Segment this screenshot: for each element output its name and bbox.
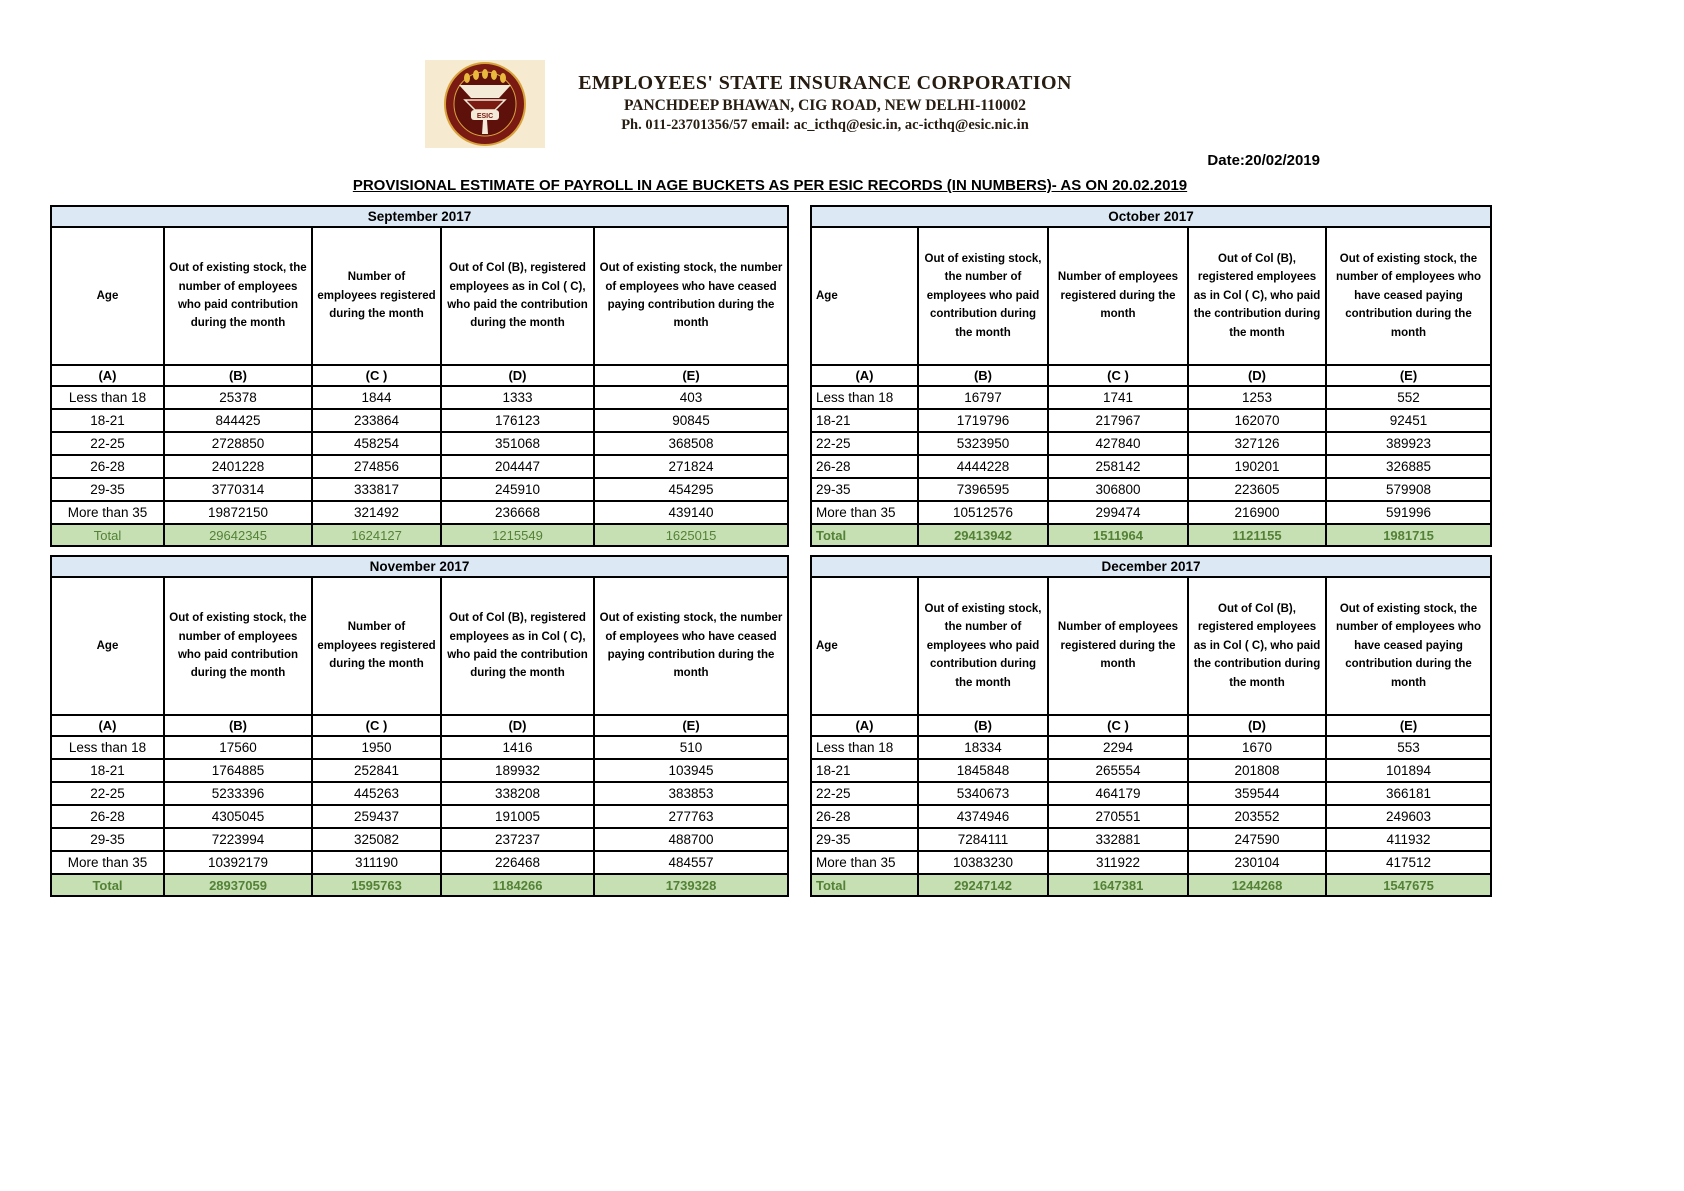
table-cell: Age bbox=[811, 227, 918, 365]
table-cell: 18334 bbox=[918, 736, 1048, 759]
table-cell: 16797 bbox=[918, 386, 1048, 409]
table-cell: 259437 bbox=[312, 805, 441, 828]
table-cell: 4374946 bbox=[918, 805, 1048, 828]
table-cell: 29-35 bbox=[51, 478, 164, 501]
total-row bbox=[51, 874, 788, 896]
column-header-row bbox=[51, 577, 788, 715]
table-cell: 237237 bbox=[441, 828, 594, 851]
table-cell: 265554 bbox=[1048, 759, 1188, 782]
column-header-row bbox=[51, 227, 788, 365]
table-cell: 1950 bbox=[312, 736, 441, 759]
table-cell: Out of existing stock, the number of employees who paid contribution during the month bbox=[918, 577, 1048, 715]
table-cell: (A) bbox=[811, 715, 918, 736]
table-row bbox=[811, 386, 1491, 409]
table-row bbox=[811, 828, 1491, 851]
table-cell: (A) bbox=[811, 365, 918, 386]
table-cell: 245910 bbox=[441, 478, 594, 501]
table-row bbox=[811, 501, 1491, 524]
table-row bbox=[51, 432, 788, 455]
table-cell: 277763 bbox=[594, 805, 788, 828]
table-cell: 7284111 bbox=[918, 828, 1048, 851]
table-cell: 1215549 bbox=[441, 524, 594, 546]
month-header: November 2017 bbox=[51, 556, 788, 577]
table-cell: 464179 bbox=[1048, 782, 1188, 805]
table-cell: (D) bbox=[441, 365, 594, 386]
table-cell: 359544 bbox=[1188, 782, 1326, 805]
table-cell: 191005 bbox=[441, 805, 594, 828]
table-row bbox=[811, 805, 1491, 828]
table-cell: 26-28 bbox=[51, 455, 164, 478]
table-cell: 26-28 bbox=[811, 805, 918, 828]
table-cell: 427840 bbox=[1048, 432, 1188, 455]
page-title: PROVISIONAL ESTIMATE OF PAYROLL IN AGE BUCKETS AS PER ESIC RECORDS (IN NUMBERS)- AS ON 20.02.2019 bbox=[352, 177, 1188, 194]
table-cell: 579908 bbox=[1326, 478, 1491, 501]
table-cell: Out of Col (B), registered employees as in Col ( C), who paid the contribution during the month bbox=[1188, 227, 1326, 365]
table-cell: Age bbox=[51, 577, 164, 715]
table-cell: 103945 bbox=[594, 759, 788, 782]
table-cell: (E) bbox=[594, 365, 788, 386]
table-cell: 274856 bbox=[312, 455, 441, 478]
table-cell: 1624127 bbox=[312, 524, 441, 546]
table-cell: Number of employees registered during the month bbox=[312, 227, 441, 365]
table-cell: 5233396 bbox=[164, 782, 312, 805]
table-row bbox=[51, 455, 788, 478]
table-cell: Number of employees registered during the month bbox=[1048, 577, 1188, 715]
table-cell: (C ) bbox=[312, 715, 441, 736]
org-address: PANCHDEEP BHAWAN, CIG ROAD, NEW DELHI-110002 bbox=[623, 97, 1027, 114]
table-cell: (B) bbox=[918, 365, 1048, 386]
table-cell: 3770314 bbox=[164, 478, 312, 501]
table-cell: 1547675 bbox=[1326, 874, 1491, 896]
table-cell: 1741 bbox=[1048, 386, 1188, 409]
table-cell: 236668 bbox=[441, 501, 594, 524]
table-cell: 1416 bbox=[441, 736, 594, 759]
table-cell: (B) bbox=[164, 365, 312, 386]
table-cell: (D) bbox=[1188, 715, 1326, 736]
table-row bbox=[51, 759, 788, 782]
table-cell: 1625015 bbox=[594, 524, 788, 546]
month-header-row bbox=[811, 556, 1491, 577]
table-cell: 1845848 bbox=[918, 759, 1048, 782]
table-cell: Total bbox=[51, 524, 164, 546]
table-row bbox=[811, 455, 1491, 478]
table-cell: (C ) bbox=[312, 365, 441, 386]
table-cell: 226468 bbox=[441, 851, 594, 874]
table-cell: Less than 18 bbox=[811, 386, 918, 409]
table-cell: 249603 bbox=[1326, 805, 1491, 828]
table-cell: Out of Col (B), registered employees as in Col ( C), who paid the contribution during the month bbox=[441, 577, 594, 715]
table-cell: 189932 bbox=[441, 759, 594, 782]
column-header-row bbox=[811, 227, 1491, 365]
total-row bbox=[811, 524, 1491, 546]
table-cell: Out of Col (B), registered employees as in Col ( C), who paid the contribution during the month bbox=[1188, 577, 1326, 715]
table-cell: 7223994 bbox=[164, 828, 312, 851]
column-letters-row bbox=[51, 715, 788, 736]
table-row bbox=[811, 759, 1491, 782]
table-cell: (C ) bbox=[1048, 365, 1188, 386]
table-cell: Out of existing stock, the number of employees who paid contribution during the month bbox=[918, 227, 1048, 365]
table-row bbox=[811, 432, 1491, 455]
table-cell: 1981715 bbox=[1326, 524, 1491, 546]
table-cell: Total bbox=[51, 874, 164, 896]
table-cell: 247590 bbox=[1188, 828, 1326, 851]
table-cell: 484557 bbox=[594, 851, 788, 874]
table-cell: 1511964 bbox=[1048, 524, 1188, 546]
table-december-2017 bbox=[810, 555, 1492, 897]
table-cell: 217967 bbox=[1048, 409, 1188, 432]
table-cell: Out of existing stock, the number of employees who have ceased paying contribution during the month bbox=[1326, 227, 1491, 365]
table-row bbox=[811, 736, 1491, 759]
table-cell: (E) bbox=[594, 715, 788, 736]
org-name: EMPLOYEES' STATE INSURANCE CORPORATION bbox=[578, 72, 1072, 94]
table-row bbox=[51, 736, 788, 759]
table-cell: 201808 bbox=[1188, 759, 1326, 782]
table-cell: 22-25 bbox=[811, 782, 918, 805]
table-cell: 333817 bbox=[312, 478, 441, 501]
table-cell: 458254 bbox=[312, 432, 441, 455]
table-cell: 553 bbox=[1326, 736, 1491, 759]
table-cell: 454295 bbox=[594, 478, 788, 501]
table-cell: (A) bbox=[51, 715, 164, 736]
table-cell: 383853 bbox=[594, 782, 788, 805]
table-cell: 252841 bbox=[312, 759, 441, 782]
table-cell: Out of existing stock, the number of employees who have ceased paying contribution during the month bbox=[1326, 577, 1491, 715]
table-cell: 1739328 bbox=[594, 874, 788, 896]
table-cell: 1244268 bbox=[1188, 874, 1326, 896]
table-cell: 26-28 bbox=[51, 805, 164, 828]
table-cell: 29-35 bbox=[811, 828, 918, 851]
table-row bbox=[51, 805, 788, 828]
table-cell: 1670 bbox=[1188, 736, 1326, 759]
table-cell: Out of existing stock, the number of employees who have ceased paying contribution during the month bbox=[594, 577, 788, 715]
table-cell: 1333 bbox=[441, 386, 594, 409]
table-cell: 18-21 bbox=[51, 759, 164, 782]
table-cell: 332881 bbox=[1048, 828, 1188, 851]
table-cell: 190201 bbox=[1188, 455, 1326, 478]
table-cell: 368508 bbox=[594, 432, 788, 455]
table-row bbox=[51, 501, 788, 524]
table-november-2017 bbox=[50, 555, 789, 897]
table-cell: 510 bbox=[594, 736, 788, 759]
month-header: October 2017 bbox=[811, 206, 1491, 227]
table-cell: Age bbox=[51, 227, 164, 365]
month-header-row bbox=[51, 556, 788, 577]
table-cell: Less than 18 bbox=[811, 736, 918, 759]
table-cell: (B) bbox=[164, 715, 312, 736]
table-cell: (A) bbox=[51, 365, 164, 386]
table-cell: More than 35 bbox=[51, 851, 164, 874]
table-cell: Out of existing stock, the number of employees who paid contribution during the month bbox=[164, 577, 312, 715]
table-cell: Number of employees registered during the month bbox=[312, 577, 441, 715]
month-header: December 2017 bbox=[811, 556, 1491, 577]
table-cell: Out of Col (B), registered employees as in Col ( C), who paid the contribution during the month bbox=[441, 227, 594, 365]
table-cell: 22-25 bbox=[811, 432, 918, 455]
table-cell: 258142 bbox=[1048, 455, 1188, 478]
table-cell: 29413942 bbox=[918, 524, 1048, 546]
table-cell: 26-28 bbox=[811, 455, 918, 478]
table-cell: 92451 bbox=[1326, 409, 1491, 432]
table-cell: 203552 bbox=[1188, 805, 1326, 828]
table-cell: 351068 bbox=[441, 432, 594, 455]
table-row bbox=[51, 828, 788, 851]
table-cell: 445263 bbox=[312, 782, 441, 805]
table-row bbox=[51, 782, 788, 805]
table-cell: 326885 bbox=[1326, 455, 1491, 478]
table-cell: 1719796 bbox=[918, 409, 1048, 432]
table-cell: 403 bbox=[594, 386, 788, 409]
table-cell: 28937059 bbox=[164, 874, 312, 896]
esic-emblem-icon bbox=[425, 60, 545, 148]
table-cell: Out of existing stock, the number of employees who have ceased paying contribution during the month bbox=[594, 227, 788, 365]
table-cell: 18-21 bbox=[811, 759, 918, 782]
table-cell: 4305045 bbox=[164, 805, 312, 828]
column-header-row bbox=[811, 577, 1491, 715]
table-cell: 488700 bbox=[594, 828, 788, 851]
table-cell: 311922 bbox=[1048, 851, 1188, 874]
table-cell: 233864 bbox=[312, 409, 441, 432]
table-cell: 2728850 bbox=[164, 432, 312, 455]
table-cell: 10512576 bbox=[918, 501, 1048, 524]
table-cell: 1647381 bbox=[1048, 874, 1188, 896]
table-cell: 299474 bbox=[1048, 501, 1188, 524]
table-cell: 5340673 bbox=[918, 782, 1048, 805]
table-cell: 306800 bbox=[1048, 478, 1188, 501]
table-cell: (B) bbox=[918, 715, 1048, 736]
table-cell: 204447 bbox=[441, 455, 594, 478]
table-cell: 2294 bbox=[1048, 736, 1188, 759]
table-cell: 10383230 bbox=[918, 851, 1048, 874]
table-cell: 338208 bbox=[441, 782, 594, 805]
table-cell: 29-35 bbox=[51, 828, 164, 851]
total-row bbox=[51, 524, 788, 546]
org-header bbox=[530, 72, 1120, 134]
table-row bbox=[811, 478, 1491, 501]
table-cell: 90845 bbox=[594, 409, 788, 432]
table-cell: 270551 bbox=[1048, 805, 1188, 828]
table-cell: Number of employees registered during the month bbox=[1048, 227, 1188, 365]
table-cell: Out of existing stock, the number of employees who paid contribution during the month bbox=[164, 227, 312, 365]
month-header: September 2017 bbox=[51, 206, 788, 227]
table-cell: 844425 bbox=[164, 409, 312, 432]
total-row bbox=[811, 874, 1491, 896]
column-letters-row bbox=[811, 715, 1491, 736]
month-header-row bbox=[51, 206, 788, 227]
table-cell: 417512 bbox=[1326, 851, 1491, 874]
table-cell: 311190 bbox=[312, 851, 441, 874]
table-cell: (E) bbox=[1326, 365, 1491, 386]
table-cell: 25378 bbox=[164, 386, 312, 409]
table-cell: 4444228 bbox=[918, 455, 1048, 478]
table-cell: 327126 bbox=[1188, 432, 1326, 455]
table-cell: More than 35 bbox=[51, 501, 164, 524]
table-cell: 18-21 bbox=[811, 409, 918, 432]
table-cell: 1121155 bbox=[1188, 524, 1326, 546]
table-cell: 216900 bbox=[1188, 501, 1326, 524]
table-cell: 18-21 bbox=[51, 409, 164, 432]
table-cell: (D) bbox=[1188, 365, 1326, 386]
table-cell: 439140 bbox=[594, 501, 788, 524]
table-cell: 230104 bbox=[1188, 851, 1326, 874]
table-cell: 162070 bbox=[1188, 409, 1326, 432]
table-cell: More than 35 bbox=[811, 851, 918, 874]
table-cell: 22-25 bbox=[51, 432, 164, 455]
table-cell: 5323950 bbox=[918, 432, 1048, 455]
month-header-row bbox=[811, 206, 1491, 227]
table-row bbox=[811, 851, 1491, 874]
table-cell: 101894 bbox=[1326, 759, 1491, 782]
table-row bbox=[51, 851, 788, 874]
table-cell: Less than 18 bbox=[51, 736, 164, 759]
table-cell: Age bbox=[811, 577, 918, 715]
table-row bbox=[51, 386, 788, 409]
table-cell: (C ) bbox=[1048, 715, 1188, 736]
table-cell: 1764885 bbox=[164, 759, 312, 782]
table-cell: 591996 bbox=[1326, 501, 1491, 524]
table-cell: (D) bbox=[441, 715, 594, 736]
table-october-2017 bbox=[810, 205, 1492, 547]
table-cell: Total bbox=[811, 524, 918, 546]
table-cell: 19872150 bbox=[164, 501, 312, 524]
org-contact: Ph. 011-23701356/57 email: ac_icthq@esic.in, ac-icthq@esic.nic.in bbox=[621, 117, 1029, 133]
table-cell: Total bbox=[811, 874, 918, 896]
table-cell: 1595763 bbox=[312, 874, 441, 896]
table-cell: 29247142 bbox=[918, 874, 1048, 896]
table-row bbox=[51, 478, 788, 501]
table-cell: 223605 bbox=[1188, 478, 1326, 501]
column-letters-row bbox=[51, 365, 788, 386]
table-cell: 389923 bbox=[1326, 432, 1491, 455]
table-cell: 325082 bbox=[312, 828, 441, 851]
table-cell: 176123 bbox=[441, 409, 594, 432]
table-cell: 271824 bbox=[594, 455, 788, 478]
esic-logo bbox=[425, 60, 545, 148]
table-cell: 411932 bbox=[1326, 828, 1491, 851]
table-cell: 17560 bbox=[164, 736, 312, 759]
table-cell: Less than 18 bbox=[51, 386, 164, 409]
table-cell: 321492 bbox=[312, 501, 441, 524]
table-cell: 1184266 bbox=[441, 874, 594, 896]
table-row bbox=[811, 409, 1491, 432]
table-cell: 22-25 bbox=[51, 782, 164, 805]
date-label: Date:20/02/2019 bbox=[1207, 152, 1320, 169]
table-cell: 29-35 bbox=[811, 478, 918, 501]
svg-text:ESIC: ESIC bbox=[476, 113, 494, 120]
table-row bbox=[51, 409, 788, 432]
table-cell: More than 35 bbox=[811, 501, 918, 524]
table-cell: 1253 bbox=[1188, 386, 1326, 409]
table-cell: 552 bbox=[1326, 386, 1491, 409]
table-cell: 10392179 bbox=[164, 851, 312, 874]
table-cell: 2401228 bbox=[164, 455, 312, 478]
table-september-2017 bbox=[50, 205, 789, 547]
table-cell: 7396595 bbox=[918, 478, 1048, 501]
table-cell: (E) bbox=[1326, 715, 1491, 736]
table-cell: 1844 bbox=[312, 386, 441, 409]
table-row bbox=[811, 782, 1491, 805]
table-cell: 366181 bbox=[1326, 782, 1491, 805]
table-cell: 29642345 bbox=[164, 524, 312, 546]
column-letters-row bbox=[811, 365, 1491, 386]
